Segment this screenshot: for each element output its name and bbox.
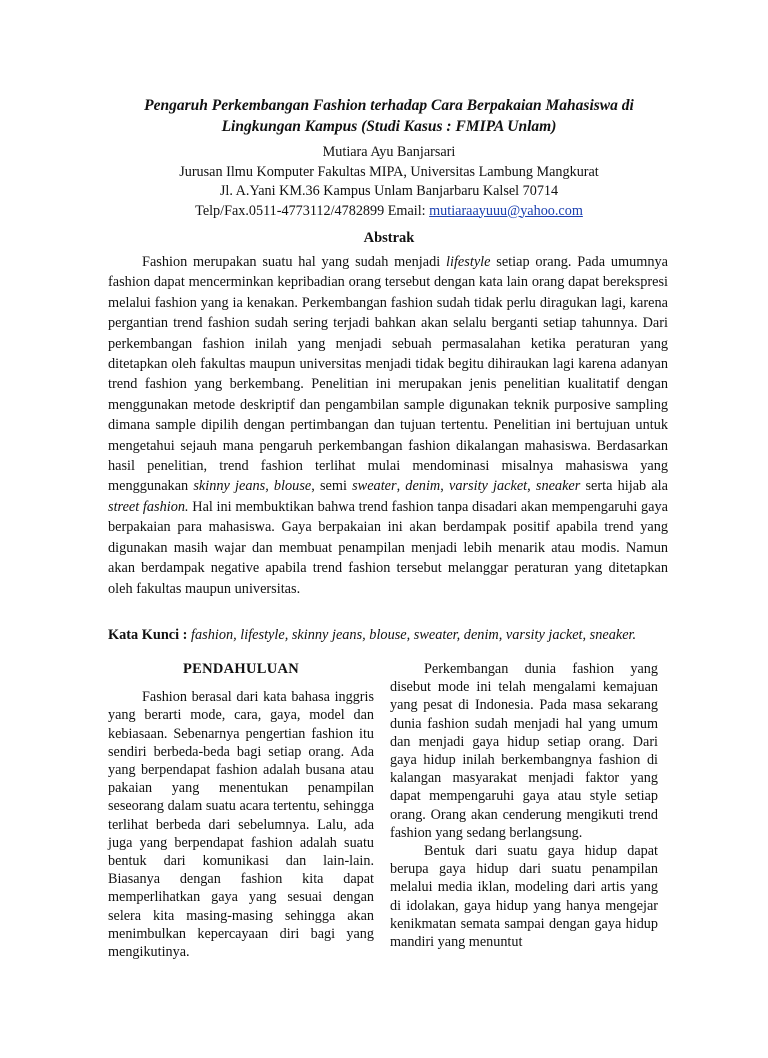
abstract-text: serta hijab ala (580, 478, 668, 495)
author-address: Jl. A.Yani KM.36 Kampus Unlam Banjarbaru Kalsel 70714 (219, 183, 559, 199)
author-block (110, 143, 668, 221)
title-line-2: Lingkungan Kampus (Studi Kasus : FMIPA Unlam) (221, 118, 557, 135)
email-link[interactable]: mutiaraayuuu@yahoo.com (429, 202, 583, 219)
paper-title (110, 95, 668, 137)
column-right (390, 660, 658, 951)
author-affiliation: Jurusan Ilmu Komputer Fakultas MIPA, Universitas Lambung Mangkurat (179, 163, 599, 180)
abstract-text: , (440, 478, 449, 495)
abstract-italic-term: blouse (273, 478, 312, 495)
keywords (108, 626, 668, 645)
intro-paragraph: Fashion berasal dari kata bahasa inggris yang berarti mode, cara, gaya, model dan kebiasaan. Sebenarnya pengertian fashion itu sendiri berbeda-beda bagi setiap orang. Ada yang berpendapat fashion adalah busana atau pakaian yang menentukan penampilan seseorang dalam suatu acara tertentu, sehingga terlihat berbeda dari sebelumnya. Lalu, ada juga yang berpendapat fashion adalah suatu bentuk dari komunikasi dan lain-lain. Biasanya dengan fashion kita dapat memperlihatkan gaya yang sesuai dengan selera kita masing-masing sehingga akan menimbulkan kepercayaan diri bagi yang mengikutinya. (108, 689, 374, 961)
abstract-italic-term: street fashion. (108, 498, 189, 515)
keywords-label: Kata Kunci : (108, 627, 188, 643)
abstract-text: Fashion merupakan suatu hal yang sudah menjadi (142, 254, 447, 270)
abstract-italic-term: denim (405, 478, 441, 495)
abstract-text: , (396, 478, 406, 495)
body-paragraph-1: Perkembangan dunia fashion yang disebut mode ini telah mengalami kemajuan yang pesat di Indonesia. Pada masa sekarang dunia fashion sudah menjadi hal yang umum dan menjadi gaya hidup setiap orang. Dari gaya hidup inilah berkembangnya fashion di kalangan masyarakat menjadi faktor yang dapat mempengaruhi gaya atau style setiap orang. Orang akan cenderung mengikuti trend fashion yang sedang berlangsung. (390, 661, 658, 841)
abstract-italic-term: sneaker (535, 478, 581, 495)
abstract-heading: Abstrak (363, 230, 415, 246)
abstract-text: Hal ini membuktikan bahwa trend fashion tanpa disadari akan mempengaruhi gaya berpakaian para mahasiswa. Gaya berpakaian ini akan berdampak positif apabila trend yang digunakan masih wajar dan membuat penampilan menjadi lebih menarik atau modis. Namun akan berdampak negative apabila trend fashion tersebut melanggar peraturan yang ditetapkan oleh fakultas maupun universitas. (108, 498, 668, 597)
author-name: Mutiara Ayu Banjarsari (322, 144, 456, 160)
abstract-text: , (527, 478, 536, 495)
abstract-body (108, 252, 668, 599)
abstract-paragraph (108, 252, 668, 599)
abstract-text: setiap orang. Pada umumnya fashion dapat mencerminkan kepribadian orang tersebut dengan kata lain orang dapat berekspresi melalui fashion yang ia kenakan. Perkembangan fashion sudah tidak perlu diragukan lagi, karena pergantian trend fashion sudah sering terjadi bahkan akan selalu berganti setiap tahunnya. Dari perkembangan fashion inilah yang menjadi sebuah permasalahan ketika peraturan yang ditetapkan oleh fakultas maupun universitas menjadi tidak begitu dihiraukan lagi karena adanyan trend fashion yang berkembang. Penelitian ini merupakan jenis penelitian kualitatif dengan menggunakan metode deskriptif dan pengambilan sample digunakan teknik purposive sampling dimana sample dipilih dengan pertimbangan dan tujuan tertentu. Penelitian ini bertujuan untuk mengetahui sejauh mana pengaruh perkembangan fashion dikalangan mahasiswa. Berdasarkan hasil penelitian, trend fashion terlihat mulai mendominasi misalnya mahasiswa yang menggunakan (108, 254, 668, 495)
contact-text: Telp/Fax.0511-4773112/4782899 Email: (195, 202, 430, 219)
abstract-text: , semi (311, 478, 353, 495)
abstract-italic-term: lifestyle (446, 254, 491, 270)
title-line-1: Pengaruh Perkembangan Fashion terhadap Cara Berpakaian Mahasiswa di (144, 97, 634, 114)
keywords-list: fashion, lifestyle, skinny jeans, blouse, sweater, denim, varsity jacket, sneaker. (187, 627, 637, 643)
abstract-text: , (265, 478, 274, 495)
abstract-italic-term: skinny jeans (193, 478, 266, 495)
abstract-italic-term: varsity jacket (448, 478, 528, 495)
section-heading: PENDAHULUAN (182, 661, 300, 677)
abstract-italic-term: sweater (352, 478, 397, 495)
column-left (108, 660, 374, 961)
body-paragraph-2: Bentuk dari suatu gaya hidup dapat berupa gaya hidup dari suatu penampilan melalui media iklan, modeling dari artis yang di idolakan, gaya hidup yang hanya mengejar kenikmatan semata sampai dengan gaya hidup mandiri yang menuntut (390, 843, 658, 951)
author-contact (110, 202, 668, 222)
